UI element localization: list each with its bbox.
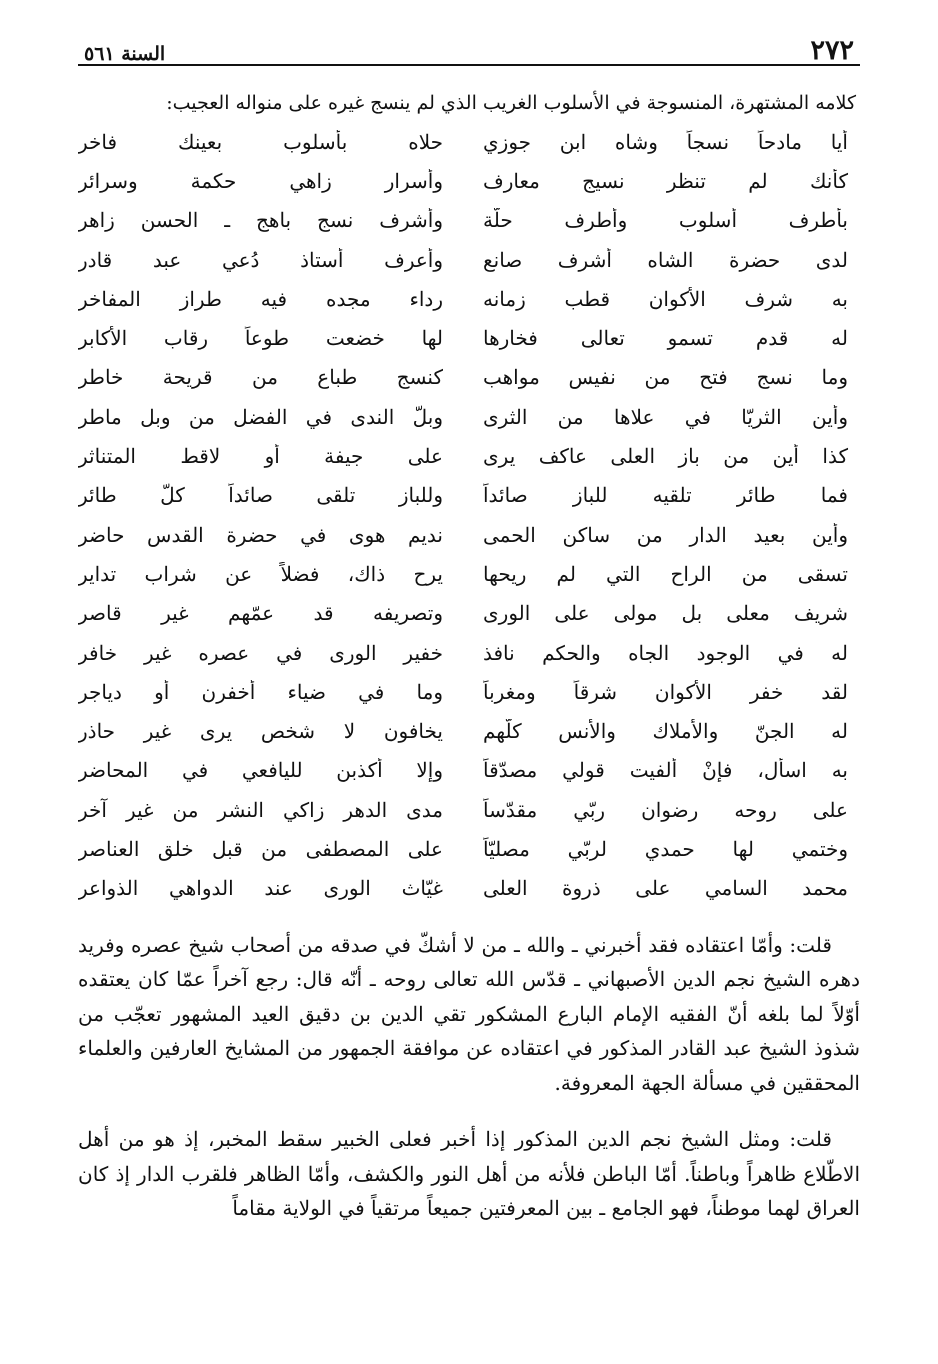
verse-first-hemistich: بأطرف أسلوب وأطرف حلّة [483, 208, 848, 233]
verse-first-hemistich: كذا أين من باز العلى عاكف يرى [483, 444, 848, 469]
paragraph-belief: قلت: وأمّا اعتقاده فقد أخبرني ـ والله ـ من لا أشكّ في صدقه من أصحاب شيخ عصره وفريد دهره الشيخ نجم الدين الأصبهاني ـ قدّس الله تعالى روحه ـ أنّه قال: رجع آخراً عمّا كان يعتقده أوّلاً لما بلغه أنّ الفقيه الإمام البارع المشكور تقي الدين بن دقيق العيد المشهور تعجّب من شذوذ الشيخ عبد القادر المذكور في اعتقاده عن موافقة الجمهور من المشايخ العارفين والعلماء المحققين في مسألة الجهة المعروفة. [78, 932, 860, 1095]
page-header [78, 30, 860, 66]
verse-second-hemistich: وبلّ الندى في الفضل من وبل ماطر [78, 404, 443, 429]
verse-first-hemistich: تسقى من الراح التي لم ريحها [483, 561, 848, 586]
verse-first-hemistich: وأين بعيد الدار من ساكن الحمى [483, 522, 848, 547]
verse-second-hemistich: وأسرار زاهي حكمة وسرائر [78, 168, 443, 193]
verse-second-hemistich: وما في ضياء أخفرن أو دياجر [78, 679, 443, 704]
verse-first-hemistich: لدى حضرة الشاه أشرف صانع [483, 247, 848, 272]
verse-second-hemistich: وللباز تلقى صائداً كلّ طائر [78, 483, 443, 508]
verse-second-hemistich: نديم هوى في حضرة القدس حاضر [78, 522, 443, 547]
verse-first-hemistich: كأنك لم تنظر نسيج معارف [483, 168, 848, 193]
verse-second-hemistich: غيّاث الورى عند الدواهي الذواعر [78, 876, 443, 901]
verse [78, 829, 860, 868]
verse-first-hemistich: له قدم تسمو تعالى فخارها [483, 326, 848, 351]
verse [78, 476, 860, 515]
verse [78, 397, 860, 436]
verse-second-hemistich: وإلا أكذبن لليافعي في المحاضر [78, 758, 443, 783]
poem [78, 122, 860, 908]
verse [78, 515, 860, 554]
verse-second-hemistich: يرح ذاك، فضلاً عن شراب تداير [78, 561, 443, 586]
verse-second-hemistich: حلاه بأسلوب بعينك فاخر [78, 129, 443, 154]
verse-second-hemistich: مدى الدهر زاكي النشر من غير آخر [78, 797, 443, 822]
verse [78, 318, 860, 357]
verse-first-hemistich: أيا مادحاً نسجاً وشاه ابن جوزي [483, 129, 848, 154]
verse [78, 240, 860, 279]
intro-line: كلامه المشتهرة، المنسوجة في الأسلوب الغريب الذي لم ينسج غيره على منواله العجيب: [166, 92, 856, 114]
verse-second-hemistich: على جيفة أو لاقط المتناثر [78, 444, 443, 469]
verse-first-hemistich: به اسأل، فإنْ ألفيت قولي مصدّقاً [483, 758, 848, 783]
verse-second-hemistich: خفير الورى في عصره غير خافر [78, 640, 443, 665]
verse-first-hemistich: لقد خفر الأكوان شرقاً ومغرباً [483, 679, 848, 704]
verse [78, 790, 860, 829]
paragraph-najm-al-din: قلت: ومثل الشيخ نجم الدين المذكور إذا أخبر فعلى الخبير سقط المخبر، إذ هو من أهل الاطّلاع ظاهراً وباطناً. أمّا الباطن فلأنه من أهل النور والكشف، وأمّا الظاهر فلقرب الدار إذ كان العراق لهما موطناً، فهو الجامع ـ بين المعرفتين جميعاً مرتقياً في الولاية مقاماً [78, 1127, 861, 1221]
verse [78, 436, 860, 475]
verse [78, 279, 860, 318]
verse [78, 122, 860, 161]
verse-first-hemistich: له الجنّ والأملاك والأنس كلّهم [483, 719, 848, 744]
book-page [78, 30, 860, 1226]
verse-first-hemistich: محمد السامي على ذروة العلى [483, 876, 848, 901]
verse-first-hemistich: شريف معلى بل مولى على الورى [483, 601, 848, 626]
verse-first-hemistich: وأين الثريّا في علاها من الثرى [483, 404, 848, 429]
verse [78, 554, 860, 593]
verse [78, 711, 860, 750]
verse-first-hemistich: على روحه رضوان ربّي مقدّساً [483, 797, 848, 822]
verse-second-hemistich: وأشرف نسج باهج ـ الحسن زاهر [78, 208, 443, 233]
verse [78, 161, 860, 200]
page-number: ٢٧٢ [810, 35, 854, 66]
verse [78, 594, 860, 633]
verse-first-hemistich: وما نسج فتح من نفيس مواهب [483, 365, 848, 390]
verse-first-hemistich: له في الوجود الجاه والحكم نافذ [483, 640, 848, 665]
verse [78, 201, 860, 240]
verse-first-hemistich: فما طائر تلقيه للباز صائداً [483, 483, 848, 508]
verse [78, 869, 860, 908]
verse-second-hemistich: وأعرف أستاذ دُعي عبد قادر [78, 247, 443, 272]
running-head-year: السنة ٥٦١ [84, 43, 166, 65]
verse [78, 751, 860, 790]
verse-first-hemistich: وختمي لها حمدي لربّي مصليّاً [483, 836, 848, 861]
verse [78, 358, 860, 397]
verse-second-hemistich: يخافون لا شخص يرى غير حاذر [78, 719, 443, 744]
verse [78, 633, 860, 672]
verse [78, 672, 860, 711]
verse-second-hemistich: على المصطفى من قبل خلق العناصر [78, 836, 443, 861]
verse-second-hemistich: وتصريفه قد عمّهم غير قاصر [78, 601, 443, 626]
verse-first-hemistich: به شرف الأكوان قطب زمانه [483, 286, 848, 311]
verse-second-hemistich: رداء مجده فيه طراز المفاخر [78, 286, 443, 311]
verse-second-hemistich: لها خضعت طوعاً رقاب الأكابر [78, 326, 443, 351]
verse-second-hemistich: كنسج طباع من قريحة خاطر [78, 365, 443, 390]
